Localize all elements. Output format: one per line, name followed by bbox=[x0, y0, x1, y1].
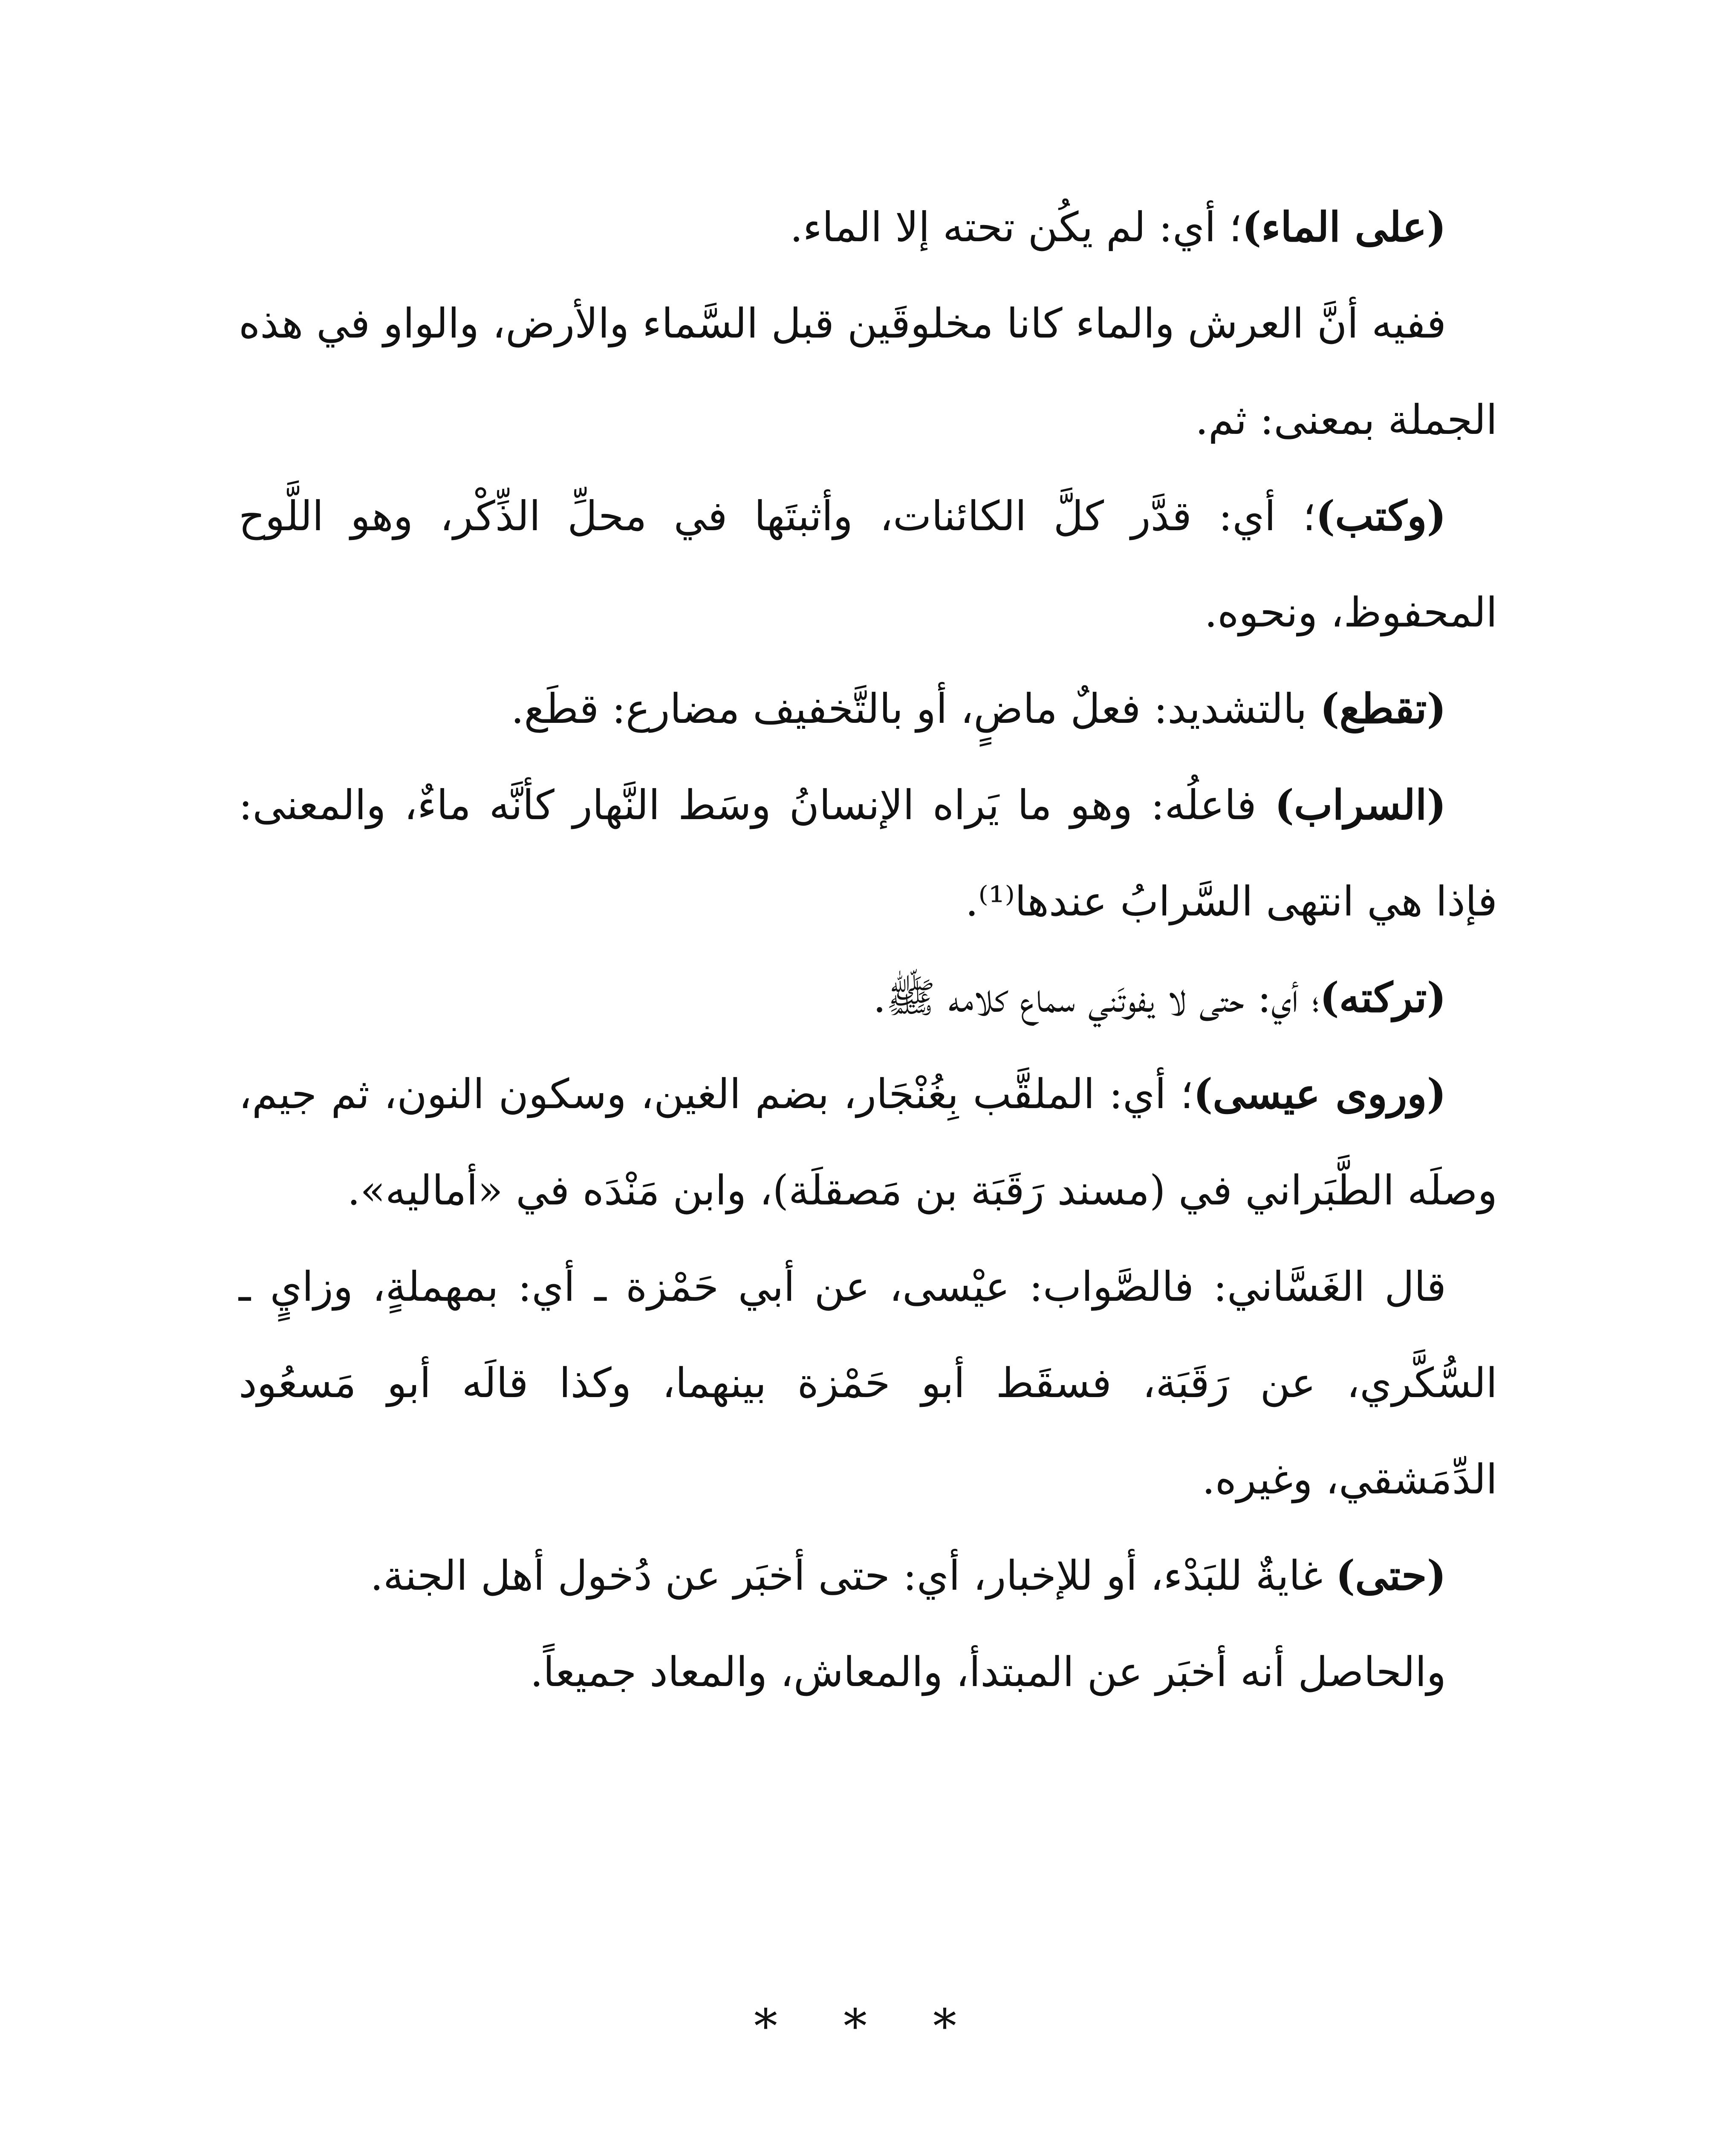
paragraph bbox=[239, 757, 1497, 950]
paragraph-text: غايةٌ للبَدْء، أو للإخبار، أي: حتى أخبَر عن دُخول أهل الجنة. bbox=[370, 1552, 1336, 1600]
paragraph bbox=[239, 275, 1497, 468]
paragraph-text: ؛ أي: الملقَّب بِغُنْجَار، بضم الغين، وسكون النون، ثم جيم، وصلَه الطَّبَراني في (مسند رَقَبَة بن مَصقلَة)، وابن مَنْدَه في «أماليه». bbox=[239, 1070, 1497, 1214]
paragraph bbox=[239, 1239, 1497, 1528]
paragraph-text: قال الغَسَّاني: فالصَّواب: عيْسى، عن أبي حَمْزة ـ أي: بمهملةٍ، وزايٍ ـ السُّكَّري، عن رَقَبَة، فسقَط أبو حَمْزة بينهما، وكذا قالَه أبو مَسعُود الدِّمَشقي، وغيره. bbox=[239, 1263, 1497, 1503]
lemma: (وروى عيسى) bbox=[1193, 1070, 1447, 1118]
lemma: (وكتب) bbox=[1315, 492, 1446, 540]
paragraph-text: ففيه أنَّ العرش والماء كانا مخلوقَين قبل السَّماء والأرض، والواو في هذه الجملة بمعنى: ثم. bbox=[239, 300, 1497, 444]
section-separator: * * * bbox=[754, 1999, 982, 2053]
paragraph bbox=[239, 468, 1497, 661]
lemma: (السراب) bbox=[1274, 781, 1446, 829]
paragraph bbox=[239, 950, 1497, 1046]
paragraph bbox=[239, 1624, 1497, 1720]
paragraph bbox=[239, 1046, 1497, 1239]
main-text bbox=[239, 179, 1497, 1720]
lemma: (على الماء) bbox=[1242, 203, 1446, 251]
lemma: (تركته) bbox=[1320, 973, 1446, 1022]
paragraph-text: ؛ أي: قدَّر كلَّ الكائنات، وأثبتَها في محلِّ الذِّكْر، وهو اللَّوح المحفوظ، ونحوه. bbox=[239, 492, 1497, 636]
paragraph-text: ؛ أي: لم يكُن تحته إلا الماء. bbox=[790, 203, 1242, 251]
paragraph-text: فاعلُه: وهو ما يَراه الإنسانُ وسَط النَّهار كأنَّه ماءٌ، والمعنى: فإذا هي انتهى السَّرابُ عندها⁽¹⁾. bbox=[239, 781, 1497, 925]
lemma: (حتى) bbox=[1335, 1551, 1446, 1600]
paragraph-text: والحاصل أنه أخبَر عن المبتدأ، والمعاش، والمعاد جميعاً. bbox=[530, 1648, 1446, 1696]
lemma: (تقطع) bbox=[1320, 684, 1446, 733]
paragraph bbox=[239, 661, 1497, 757]
paragraph bbox=[239, 1528, 1497, 1624]
paragraph-text: ؛ أي: حتى لا يفوتَني سماع كلامه ﷺ. bbox=[873, 974, 1320, 1022]
paragraph bbox=[239, 179, 1497, 275]
paragraph-text: بالتشديد: فعلٌ ماضٍ، أو بالتَّخفيف مضارع: قطَع. bbox=[511, 685, 1320, 733]
